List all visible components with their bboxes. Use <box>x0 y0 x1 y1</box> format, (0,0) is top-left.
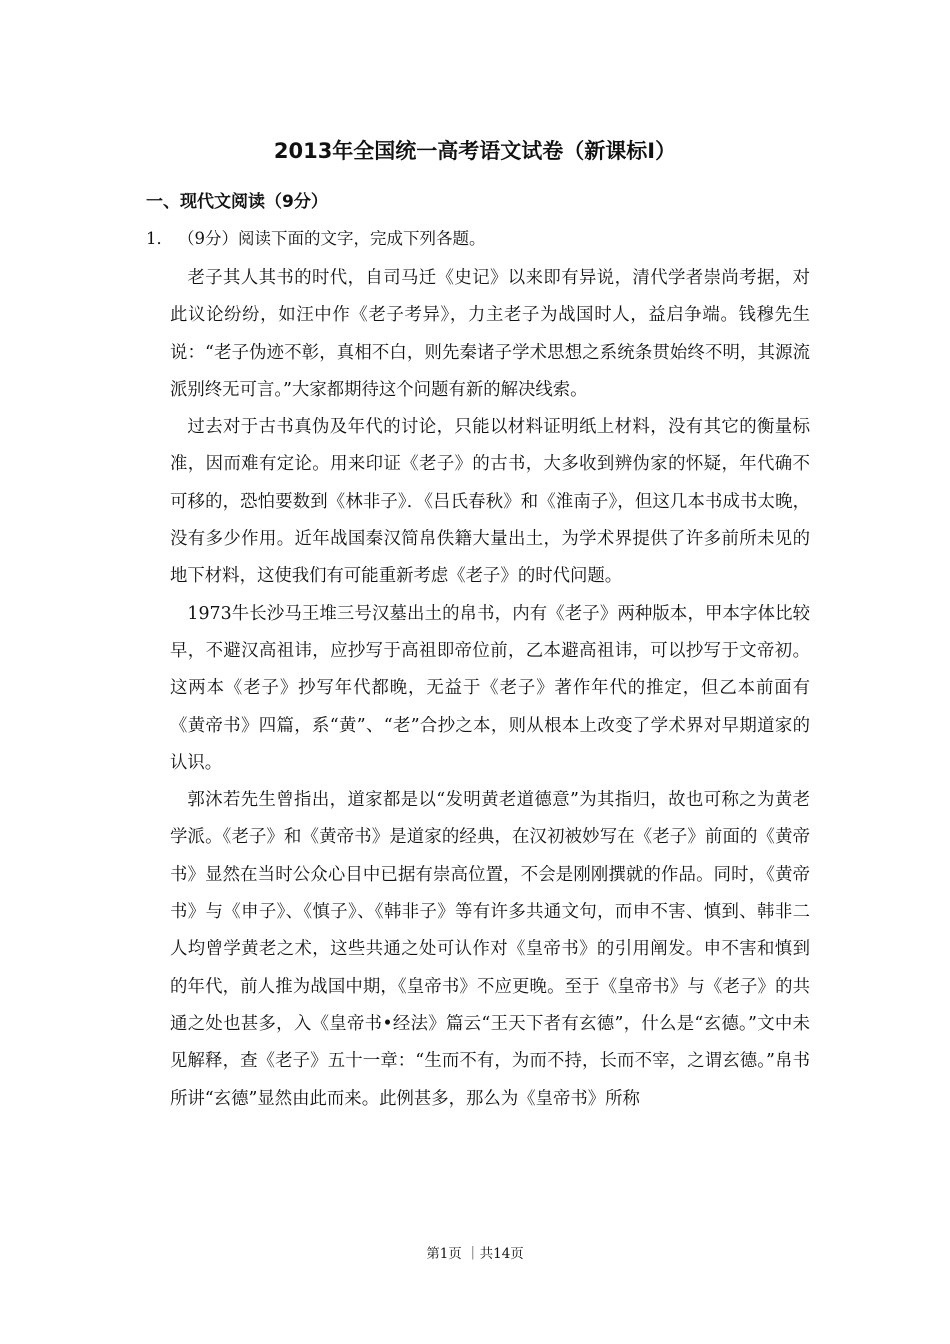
passage-paragraph: 郭沐若先生曾指出，道家都是以“发明黄老道德意”为其指归，故也可称之为黄老学派。《老子》和《黄帝书》是道家的经典，在汉初被妙写在《老子》前面的《黄帝书》显然在当时公众心目中已据有崇高位置，不会是刚刚撰就的作品。同时，《黄帝书》与《申子》、《慎子》、《韩非子》等有许多共通文句，而申不害、慎到、韩非二人均曾学黄老之术，这些共通之处可认作对《皇帝书》的引用阐发。申不害和慎到的年代，前人推为战国中期，《皇帝书》不应更晚。至于《皇帝书》与《老子》的共通之处也甚多，入《皇帝书•经法》篇云“王天下者有玄德”，什么是“玄德。”文中未见解释，查《老子》五十一章：“生而不有，为而不持，长而不宰，之谓玄德。”帛书所讲“玄德”显然由此而来。此例甚多，那么为《皇帝书》所称 <box>170 790 810 1109</box>
passage-paragraph: 过去对于古书真伪及年代的讨论，只能以材料证明纸上材料，没有其它的衡量标准，因而难有定论。用来印证《老子》的古书，大多收到辨伪家的怀疑，年代确不可移的，恐怕要数到《林非子》．《吕氏春秋》和《淮南子》，但这几本书成书太晚，没有多少作用。近年战国秦汉简帛佚籍大量出土，为学术界提供了许多前所未见的地下材料，这使我们有可能重新考虑《老子》的时代问题。 <box>170 417 810 587</box>
page-title: 2013年全国统一高考语文试卷（新课标Ⅰ） <box>273 139 677 163</box>
reading-passage <box>170 260 810 1118</box>
page-footer: 第1页 ｜共14页 <box>426 1246 524 1262</box>
passage-paragraph: 老子其人其书的时代，自司马迁《史记》以来即有异说，清代学者崇尚考据，对此议论纷纷，如汪中作《老子考异》，力主老子为战国时人，益启争端。钱穆先生说：“老子伪迹不彰，真相不白，则先秦诸子学术思想之系统条贯始终不明，其源流派别终无可言。”大家都期待这个问题有新的解决线索。 <box>170 268 810 400</box>
question-header <box>146 224 486 254</box>
section-heading: 一、现代文阅读（9分） <box>146 192 328 212</box>
question-prompt: （9分）阅读下面的文字，完成下列各题。 <box>178 229 486 248</box>
passage-paragraph: 1973牛长沙马王堆三号汉墓出土的帛书，内有《老子》两种版本，甲本字体比较早，不避汉高祖讳，应抄写于高祖即帝位前，乙本避高祖讳，可以抄写于文帝初。这两本《老子》抄写年代都晚，无益于《老子》著作年代的推定，但乙本前面有《黄帝书》四篇，系“黄”、“老”合抄之本，则从根本上改变了学术界对早期道家的认识。 <box>170 603 810 773</box>
question-number: 1． <box>146 229 173 248</box>
